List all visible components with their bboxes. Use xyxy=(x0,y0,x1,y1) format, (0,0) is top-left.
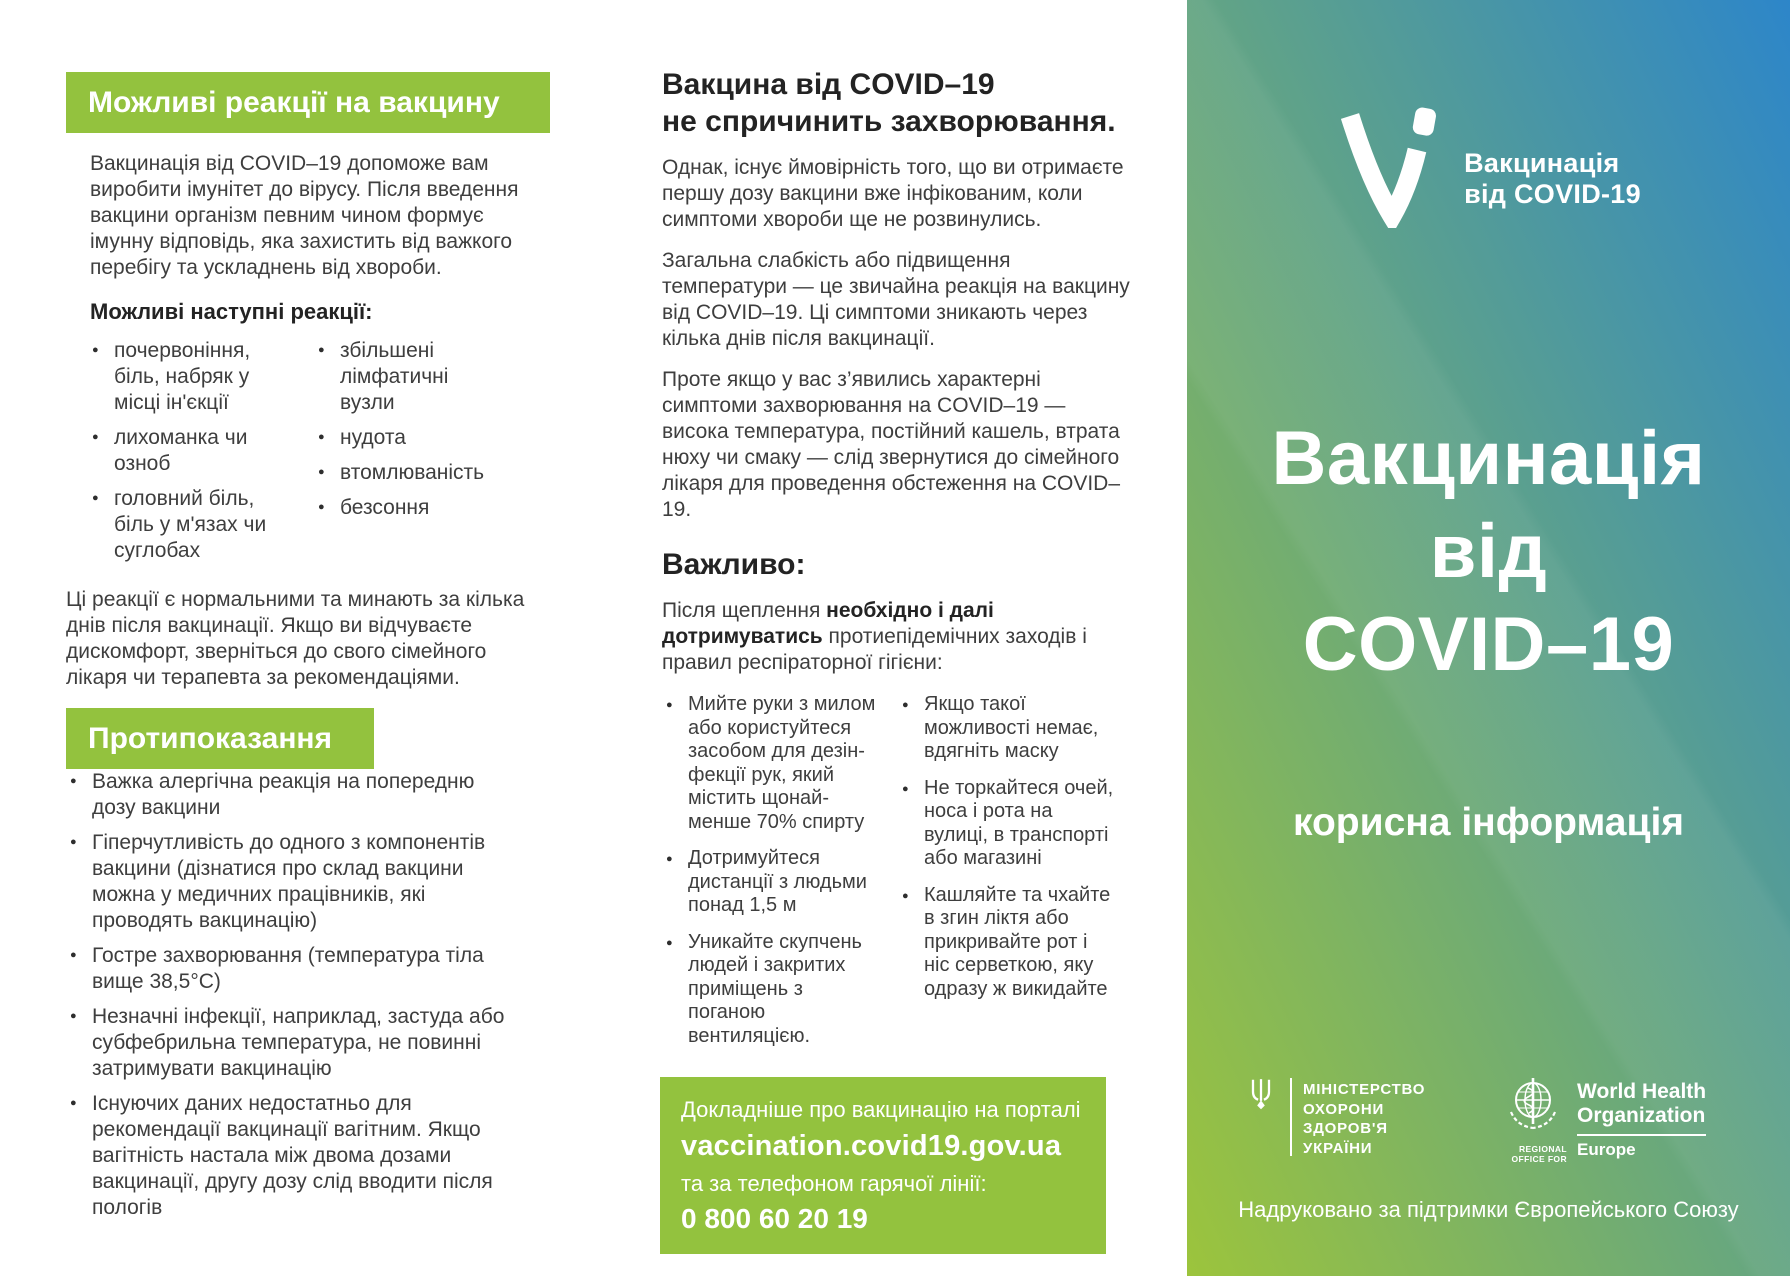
mid-heading xyxy=(662,66,1136,140)
reactions-note-paragraph: Ці реакції є нормальними та минають за кілька днів після вакцинації. Якщо ви відчуваєте дискомфорт, зверніться до свого сімейного лікаря чи терапевта за рекомендаціями. xyxy=(66,588,525,689)
contraindications-list xyxy=(66,769,506,1221)
list-item: ● безсоння xyxy=(314,495,500,521)
paragraph-infected-dose: Однак, існує ймовірність того, що ви отримаєте першу дозу вакцини вже інфікованим, коли симптоми хвороби ще не розвинулись. xyxy=(662,156,1124,231)
list-item: ● Дотримуйтеся дистанції з людьми понад 1,5 м xyxy=(662,847,876,918)
ministry-name-line: УКРАЇНИ xyxy=(1303,1139,1373,1157)
important-heading: Важливо: xyxy=(662,548,806,581)
list-item: ● Уникайте скупчень людей і закритих приміщень з поганою вентиляцією. xyxy=(662,931,876,1049)
mid-heading-line2: не спричинить захворювання. xyxy=(662,105,1116,138)
important-paragraph-pre: Після щеплення xyxy=(662,599,827,622)
vaccination-brand xyxy=(1187,104,1790,228)
cover-panel xyxy=(1187,0,1790,1276)
ministry-name-line: ОХОРОНИ xyxy=(1303,1100,1385,1118)
list-item: ● Гостре захворювання (температура тіла вище 38,5°С) xyxy=(66,943,506,995)
list-item: ● Кашляйте та чхайте в згин ліктя або прикривайте рот і ніс серветкою, яку одразу ж викидайте xyxy=(898,884,1116,1002)
reactions-subheading: Можливі наступні реакції: xyxy=(90,299,373,324)
important-paragraph-bold: необхідно і далі дотримуватись xyxy=(662,599,994,648)
who-emblem-icon xyxy=(1501,1074,1567,1136)
ministry-name-line: МІНІСТЕРСТВО xyxy=(1303,1081,1426,1098)
eu-support-footer: Надруковано за підтримки Європейського Союзу xyxy=(1238,1197,1739,1222)
list-item: ● Якщо такої можливості немає, вдягніть маску xyxy=(898,693,1116,764)
cover-subtitle: корисна інформація xyxy=(1292,801,1685,844)
cover-title xyxy=(1187,412,1790,691)
cover-title-line2: від xyxy=(1429,509,1548,594)
reactions-list xyxy=(88,338,550,573)
list-item: ● Не торкайтеся очей, носа і рота на вулиці, в транспорті або магазині xyxy=(898,777,1116,871)
cover-title-line3: COVID–19 xyxy=(1302,602,1675,687)
list-item: ● Важка алергічна реакція на попередню дозу вакцини xyxy=(66,769,506,821)
list-item: ● почервоніння, біль, набряк у місці ін'єкції xyxy=(88,338,284,416)
who-logo xyxy=(1501,1074,1706,1164)
section-header-possible-reactions xyxy=(66,72,550,133)
portal-url-link[interactable]: vaccination.covid19.gov.ua xyxy=(681,1130,1062,1162)
reactions-list-col1 xyxy=(88,338,284,573)
ministry-name-line: ЗДОРОВ'Я xyxy=(1303,1120,1388,1137)
list-item: ● головний біль, біль у м'язах чи суглобах xyxy=(88,486,284,564)
cover-title-line1: Вакцинація xyxy=(1271,416,1706,501)
list-item: ● Мийте руки з милом або користуйтеся засобом для дезін-фекції рук, який містить щонай-менше 70% спирту xyxy=(662,693,876,834)
list-item: ● збільшені лімфатичні вузли xyxy=(314,338,500,416)
who-name-line1: World Health xyxy=(1577,1080,1707,1103)
paragraph-symptoms-doctor: Проте якщо у вас з’явились характерні симптоми захворювання на COVID–19 — висока температура, постійний кашель, втрата нюху чи смаку — слід звернутися до сімейного лікаря для проведення обстеження на COVID–19. xyxy=(662,368,1121,521)
logo-divider-line xyxy=(1290,1078,1292,1156)
ministry-of-health-logo xyxy=(1249,1078,1425,1158)
paragraph-normal-reaction: Загальна слабкість або підвищення температури — це звичайна реакція на вакцину від COVID–19. Ці симптоми зникають через кілька днів після вакцинації. xyxy=(662,249,1130,350)
hygiene-rules-list xyxy=(662,693,1136,1061)
brand-line2: від COVID-19 xyxy=(1464,179,1641,209)
who-name xyxy=(1577,1080,1706,1136)
hotline-label: та за телефоном гарячої лінії: xyxy=(681,1171,987,1196)
list-item: ● лихоманка чи озноб xyxy=(88,425,284,477)
hotline-phone-number[interactable]: 0 800 60 20 19 xyxy=(681,1203,868,1234)
section-title: Можливі реакції на вакцину xyxy=(88,86,500,119)
who-region-label: Europe xyxy=(1577,1140,1636,1159)
ministry-name xyxy=(1303,1080,1425,1158)
list-item: ● втомлюваність xyxy=(314,460,500,486)
important-paragraph xyxy=(662,598,1136,676)
portal-info-line: Докладніше про вакцинацію на порталі xyxy=(681,1097,1081,1122)
list-item: ● нудота xyxy=(314,425,500,451)
section-title: Протипоказання xyxy=(88,722,333,755)
reactions-list-col2 xyxy=(314,338,500,573)
list-item: ● Гіперчутливість до одного з компонентів вакцини (дізнатися про склад вакцини можна у медичних працівників, які проводять вакцинацію) xyxy=(66,830,506,934)
reactions-intro-paragraph: Вакцинація від COVID–19 допоможе вам виробити імунітет до вірусу. Після введення вакцини організм певним чином формує імунну відповідь, яка захистить від важкого перебігу та ускладнень від хвороби. xyxy=(90,152,519,279)
portal-info-box xyxy=(660,1077,1106,1254)
list-item: ● Незначні інфекції, наприклад, застуда або субфебрильна температура, не повинні затримувати вакцинацію xyxy=(66,1004,506,1082)
trident-icon xyxy=(1249,1078,1273,1158)
mid-heading-line1: Вакцина від COVID–19 xyxy=(662,68,995,101)
left-column xyxy=(66,72,550,1230)
vi-checkmark-logo-icon xyxy=(1336,104,1448,228)
who-name-line2: Organization xyxy=(1577,1104,1706,1127)
who-regional-office-label: REGIONAL OFFICE FOR xyxy=(1511,1144,1567,1164)
hygiene-list-col1 xyxy=(662,693,876,1061)
section-header-contraindications xyxy=(66,708,374,769)
important-paragraph-post: протиепідемічних заходів і правил респіраторної гігієни: xyxy=(662,625,1087,674)
middle-column xyxy=(662,66,1136,1254)
list-item: ● Існуючих даних недостатньо для рекомендації вакцинації вагітним. Якщо вагітність настала між двома дозами вакцинації, другу дозу слід вводити після пологів xyxy=(66,1091,506,1221)
brand-wordmark xyxy=(1464,148,1641,210)
hygiene-list-col2 xyxy=(898,693,1116,1061)
brand-line1: Вакцинація xyxy=(1464,148,1620,178)
